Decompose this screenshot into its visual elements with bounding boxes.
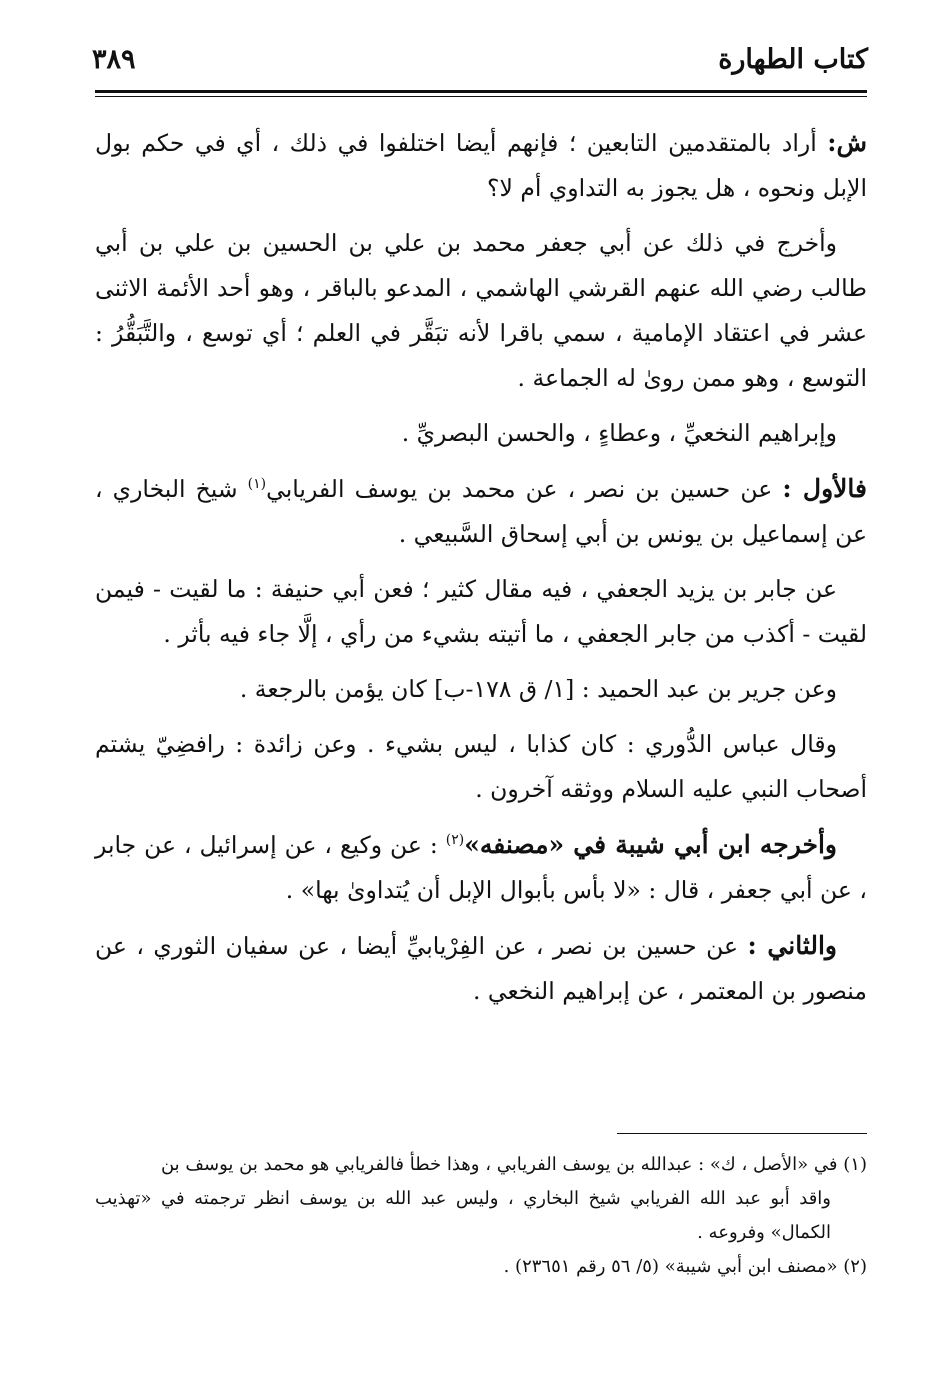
- paragraph-1: [95, 120, 867, 211]
- main-text: [95, 120, 867, 1024]
- paragraph-4: [95, 466, 867, 557]
- paragraph-lead: ش:: [827, 128, 867, 157]
- paragraph-text: أراد بالمتقدمين التابعين ؛ فإنهم أيضا اختلفوا في ذلك ، أي في حكم بول الإبل ونحوه ، هل يجوز به التداوي أم لا؟: [95, 129, 867, 202]
- footnote-text: في «الأصل ، ك» : عبدالله بن يوسف الفريابي ، وهذا خطأ فالفريابي هو محمد بن يوسف بن: [160, 1154, 838, 1175]
- paragraph-text: وقال عباس الدُّوري : كان كذابا ، ليس بشيء . وعن زائدة : رافضِيّ يشتم أصحاب النبي عليه السلام ووثقه آخرون .: [95, 730, 867, 803]
- paragraph-9: [95, 923, 867, 1014]
- paragraph-6: [95, 667, 867, 712]
- footnote-marker-2[interactable]: (٢): [445, 832, 465, 849]
- paragraph-text: عن جابر بن يزيد الجعفي ، فيه مقال كثير ؛ فعن أبي حنيفة : ما لقيت - فيمن لقيت - أكذب من جابر الجعفي ، ما أتيته بشيء من رأي ، إلَّا جاء فيه بأثر .: [95, 575, 867, 648]
- paragraph-3: [95, 411, 867, 456]
- footnotes: [95, 1148, 867, 1284]
- paragraph-text: : عن وكيع ، عن إسرائيل ، عن جابر ، عن أبي جعفر ، قال : «لا بأس بأبوال الإبل أن يُتداوىٰ بها» .: [95, 831, 867, 904]
- footnote-1: [95, 1148, 867, 1182]
- footnote-number: (٢): [843, 1256, 867, 1277]
- footnote-marker-1[interactable]: (١): [247, 476, 267, 493]
- footnote-2: [95, 1250, 867, 1284]
- paragraph-text: عن حسين بن نصر ، عن الفِرْيابيِّ أيضا ، عن سفيان الثوري ، عن منصور بن المعتمر ، عن إبراهيم النخعي .: [95, 932, 867, 1005]
- footnote-text: «مصنف ابن أبي شيبة» (٥/ ٥٦ رقم ٢٣٦٥١) .: [503, 1256, 838, 1277]
- paragraph-5: [95, 567, 867, 657]
- paragraph-8: [95, 822, 867, 913]
- page-number: ٣٨٩: [92, 44, 136, 75]
- paragraph-lead: فالأول :: [782, 474, 867, 503]
- footnote-divider: [617, 1133, 867, 1134]
- paragraph-2: [95, 221, 867, 401]
- paragraph-text: عن حسين بن نصر ، عن محمد بن يوسف الفريابي: [266, 475, 783, 503]
- paragraph-text: شيخ البخاري ، عن إسماعيل بن يونس بن أبي إسحاق السَّبيعي .: [95, 475, 867, 548]
- paragraph-7: [95, 722, 867, 812]
- paragraph-text: وأخرج في ذلك عن أبي جعفر محمد بن علي بن الحسين بن علي بن أبي طالب رضي الله عنهم القرشي الهاشمي ، المدعو بالباقر ، وهو أحد الأئمة الاثنى عشر في اعتقاد الإمامية ، سمي باقرا لأنه تبَقَّر في العلم ؛ أي توسع ، والتَّبَقُّرُ : التوسع ، وهو ممن روىٰ له الجماعة .: [95, 229, 867, 392]
- header-divider: [95, 90, 867, 97]
- footnote-number: (١): [843, 1154, 867, 1175]
- paragraph-lead: والثاني :: [747, 931, 837, 960]
- running-header-title: كتاب الطهارة: [718, 44, 868, 75]
- paragraph-text: وإبراهيم النخعيِّ ، وعطاءٍ ، والحسن البصريِّ .: [401, 419, 837, 447]
- paragraph-text: وعن جرير بن عبد الحميد : [١/ ق ١٧٨-ب] كان يؤمن بالرجعة .: [239, 675, 837, 703]
- paragraph-lead: وأخرجه ابن أبي شيبة في «مصنفه»: [464, 830, 837, 859]
- footnote-1-continuation: واقد أبو عبد الله الفريابي شيخ البخاري ، وليس عبد الله بن يوسف انظر ترجمته في «تهذيب الكمال» وفروعه .: [95, 1188, 831, 1243]
